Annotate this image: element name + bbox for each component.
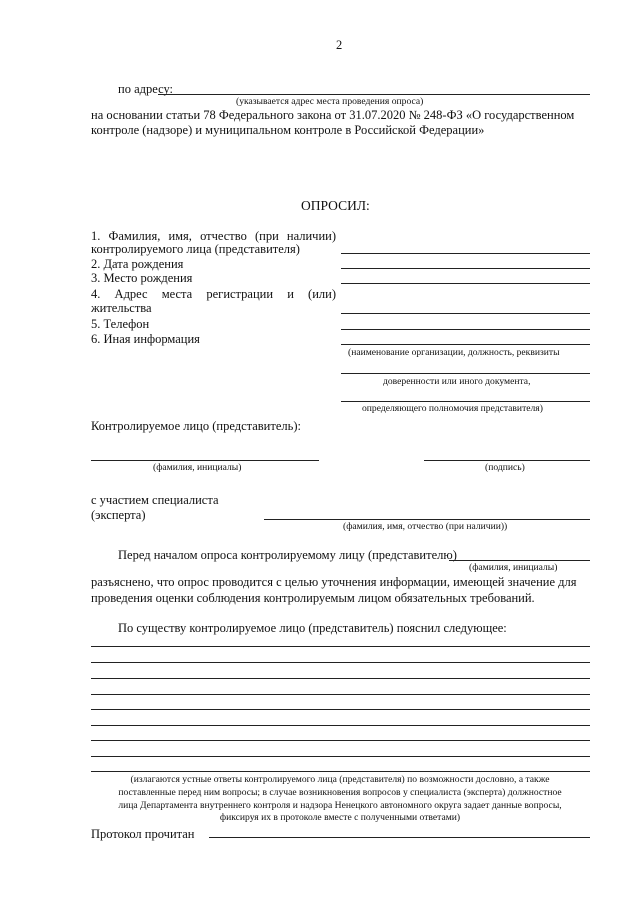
explanation-line-1: Перед началом опроса контролируемому лицу (представителю) xyxy=(118,548,457,562)
testimony-label: По существу контролируемое лицо (представитель) пояснил следующее: xyxy=(118,621,507,635)
controlled-person-sign-line[interactable] xyxy=(424,460,590,461)
specialist-hint: (фамилия, имя, отчество (при наличии)) xyxy=(343,521,508,532)
field-3-label: 3. Место рождения xyxy=(91,271,193,285)
field-3-line[interactable] xyxy=(341,283,590,284)
field-6-line-3[interactable] xyxy=(341,401,590,402)
address-line[interactable] xyxy=(158,94,590,95)
field-1-label-line1: 1. Фамилия, имя, отчество (при наличии) xyxy=(91,229,336,243)
controlled-person-label: Контролируемое лицо (представитель): xyxy=(91,419,301,433)
testimony-line-4[interactable] xyxy=(91,694,590,695)
field-2-label: 2. Дата рождения xyxy=(91,257,184,271)
explanation-hint: (фамилия, инициалы) xyxy=(469,562,558,573)
basis-line-2: контроле (надзоре) и муниципальном контроле в Российской Федерации» xyxy=(91,123,485,137)
testimony-line-8[interactable] xyxy=(91,756,590,757)
field-6-hint-2: доверенности или иного документа, xyxy=(383,376,531,387)
field-4-label-line1: 4. Адрес места регистрации и (или) xyxy=(91,287,336,301)
testimony-line-6[interactable] xyxy=(91,725,590,726)
field-6-hint-1: (наименование организации, должность, реквизиты xyxy=(348,347,560,358)
explanation-line-2: разъяснено, что опрос проводится с целью уточнения информации, имеющей значение для xyxy=(91,575,577,589)
controlled-person-name-line[interactable] xyxy=(91,460,319,461)
testimony-note-2: поставленные перед ним вопросы; в случае возникновения вопросов у специалиста (эксперта) должностное xyxy=(118,787,562,798)
protocol-line[interactable] xyxy=(209,837,590,838)
testimony-line-5[interactable] xyxy=(91,709,590,710)
address-label: по адресу: xyxy=(118,82,174,96)
page-number: 2 xyxy=(336,38,343,52)
field-2-line[interactable] xyxy=(341,268,590,269)
testimony-line-7[interactable] xyxy=(91,740,590,741)
page-heading: ОПРОСИЛ: xyxy=(301,198,370,213)
testimony-line-3[interactable] xyxy=(91,678,590,679)
explanation-line-3: проведения оценки соблюдения контролируемым лицом обязательных требований. xyxy=(91,591,535,605)
explanation-name-line[interactable] xyxy=(449,560,590,561)
controlled-person-sign-hint: (подпись) xyxy=(485,462,525,473)
field-4-line[interactable] xyxy=(341,313,590,314)
basis-line-1: на основании статьи 78 Федерального закона от 31.07.2020 № 248-ФЗ «О государственном xyxy=(91,108,575,122)
field-5-label: 5. Телефон xyxy=(91,317,150,331)
testimony-note-3: лица Департамента внутреннего контроля и надзора Ненецкого автономного округа задает данные вопросы, xyxy=(118,800,562,811)
address-hint: (указывается адрес места проведения опроса) xyxy=(236,96,424,107)
testimony-line-9[interactable] xyxy=(91,771,590,772)
specialist-label-line1: с участием специалиста xyxy=(91,493,219,507)
protocol-label: Протокол прочитан xyxy=(91,827,195,841)
field-6-label: 6. Иная информация xyxy=(91,332,200,346)
testimony-line-2[interactable] xyxy=(91,662,590,663)
field-1-label-line2: контролируемого лица (представителя) xyxy=(91,242,300,256)
specialist-label-line2: (эксперта) xyxy=(91,508,146,522)
controlled-person-name-hint: (фамилия, инициалы) xyxy=(153,462,242,473)
field-4-label-line2: жительства xyxy=(91,301,152,315)
field-6-line-2[interactable] xyxy=(341,373,590,374)
field-1-line[interactable] xyxy=(341,253,590,254)
specialist-line[interactable] xyxy=(264,519,590,520)
testimony-line-1[interactable] xyxy=(91,646,590,647)
field-6-line[interactable] xyxy=(341,344,590,345)
testimony-note-4: фиксируя их в протоколе вместе с полученными ответами) xyxy=(219,812,461,823)
field-5-line[interactable] xyxy=(341,329,590,330)
testimony-note-1: (излагаются устные ответы контролируемого лица (представителя) по возможности дословно, а также xyxy=(130,774,550,785)
field-6-hint-3: определяющего полномочия представителя) xyxy=(362,403,543,414)
